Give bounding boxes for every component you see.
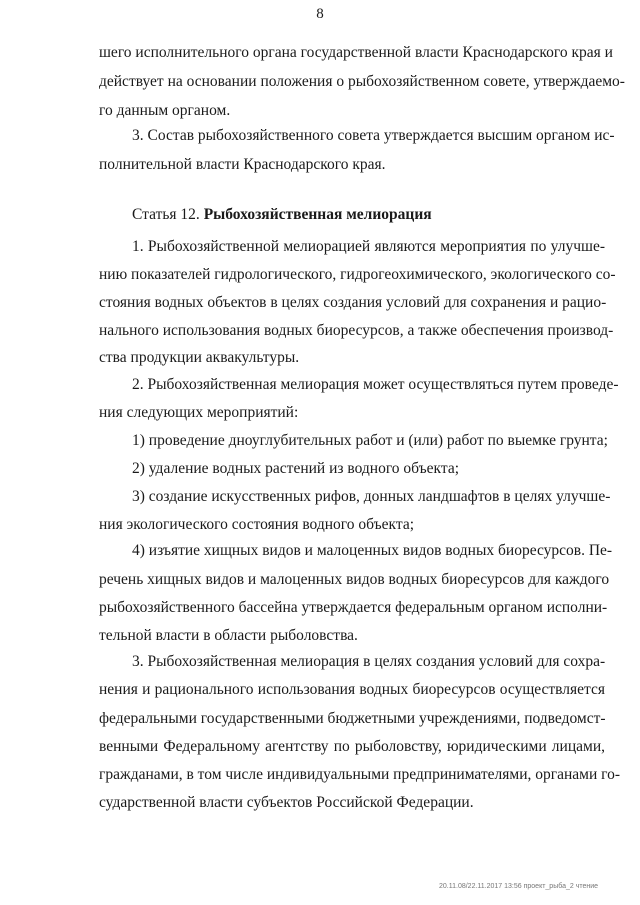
text-line: нию показателей гидрологического, гидрогеохимического, экологического со- bbox=[99, 266, 616, 283]
text-line: 2) удаление водных растений из водного объекта; bbox=[132, 460, 460, 477]
text-line: 4) изъятие хищных видов и малоценных видов водных биоресурсов. Пе- bbox=[132, 542, 613, 559]
text-line: шего исполнительного органа государственной власти Краснодарского края и bbox=[99, 44, 613, 61]
article-number: Статья 12. bbox=[132, 206, 204, 223]
text-line: венными Федеральному агентству по рыболовству, юридическими лицами, bbox=[99, 738, 605, 755]
text-line: федеральными государственными бюджетными учреждениями, подведомст- bbox=[99, 710, 606, 727]
text-line: нального использования водных биоресурсов, а также обеспечения производ- bbox=[99, 322, 614, 339]
text-line: 3. Рыбохозяйственная мелиорация в целях создания условий для сохра- bbox=[132, 653, 606, 670]
text-line: действует на основании положения о рыбохозяйственном совете, утверждаемо- bbox=[99, 73, 625, 90]
text-line: 3) создание искусственных рифов, донных ландшафтов в целях улучше- bbox=[132, 488, 611, 505]
text-line: 1) проведение дноуглубительных работ и (или) работ по выемке грунта; bbox=[132, 432, 608, 449]
text-line: сударственной власти субъектов Российской Федерации. bbox=[99, 794, 474, 811]
article-title: Рыбохозяйственная мелиорация bbox=[203, 206, 432, 223]
text-line: 3. Состав рыбохозяйственного совета утверждается высшим органом ис- bbox=[132, 127, 615, 144]
text-line: полнительной власти Краснодарского края. bbox=[99, 156, 386, 173]
article-heading bbox=[132, 206, 432, 224]
text-line: ния экологического состояния водного объекта; bbox=[99, 516, 415, 533]
document-footer: 20.11.08/22.11.2017 13:56 проект_рыба_2 чтение bbox=[439, 883, 599, 890]
text-line: гражданами, в том числе индивидуальными предпринимателями, органами го- bbox=[99, 766, 621, 783]
text-line: стояния водных объектов в целях создания условий для сохранения и рацио- bbox=[99, 294, 607, 311]
text-line: речень хищных видов и малоценных видов водных биоресурсов для каждого bbox=[99, 571, 610, 588]
text-line: 1. Рыбохозяйственной мелиорацией являются мероприятия по улучше- bbox=[132, 238, 605, 255]
page-number: 8 bbox=[316, 6, 324, 22]
text-line: тельной власти в области рыболовства. bbox=[99, 627, 358, 644]
text-line: 2. Рыбохозяйственная мелиорация может осуществляться путем проведе- bbox=[132, 376, 619, 393]
text-line: ния следующих мероприятий: bbox=[99, 404, 299, 421]
text-line: нения и рационального использования водных биоресурсов осуществляется bbox=[99, 681, 605, 698]
text-line: го данным органом. bbox=[99, 102, 231, 119]
text-line: ства продукции аквакультуры. bbox=[99, 349, 300, 366]
text-line: рыбохозяйственного бассейна утверждается федеральным органом исполни- bbox=[99, 599, 608, 616]
